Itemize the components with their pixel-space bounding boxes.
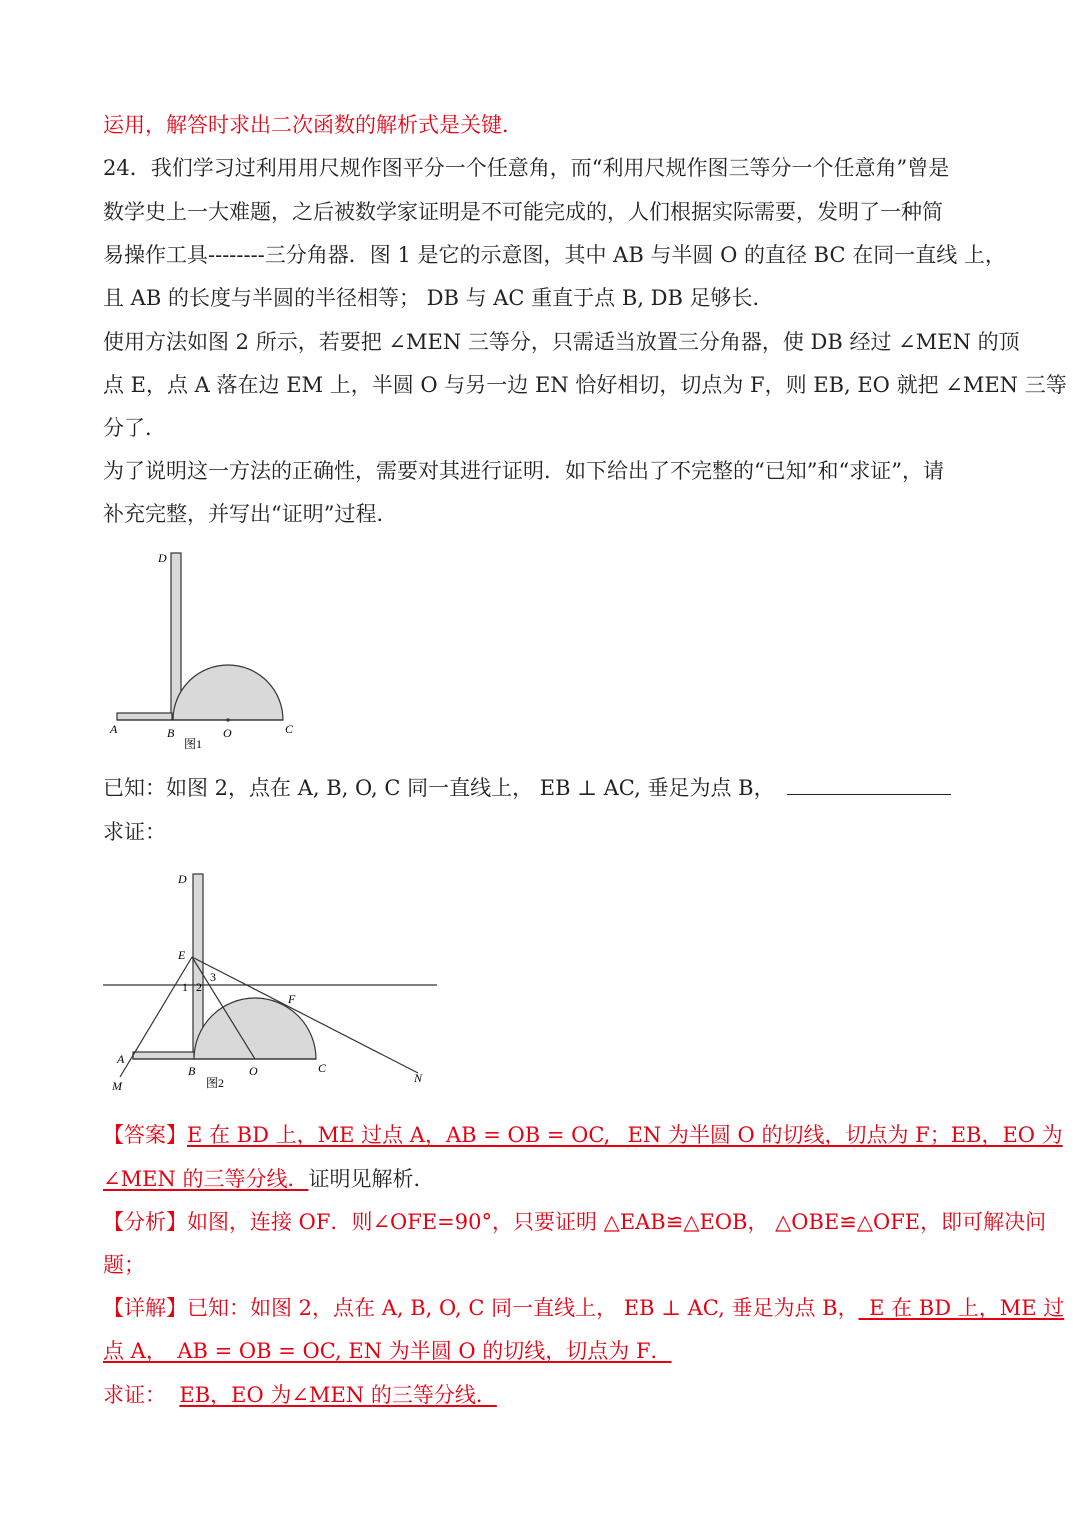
analysis-tag: 【分析】 (103, 1210, 187, 1234)
detail-prove-text: EB，EO 为∠MEN 的三等分线． (179, 1383, 497, 1407)
figure-1 (100, 545, 320, 755)
analysis-line-1 (103, 1207, 1046, 1237)
analysis-line-2: 题； (103, 1253, 145, 1277)
figure-2-caption: 图2 (206, 1076, 225, 1090)
answer-tag: 【答案】 (103, 1123, 187, 1147)
label-a: A (110, 722, 118, 736)
label-c: C (285, 722, 294, 736)
detail-given: 已知：如图 2，点在 A, B, O, C 同一直线上， EB ⊥ AC, 垂足为点 B， (187, 1296, 859, 1320)
detail-tag: 【详解】 (103, 1296, 187, 1320)
detail-line-1 (103, 1293, 1064, 1323)
label-c: C (318, 1061, 327, 1075)
label-d: D (178, 872, 187, 886)
prove-line: 求证： (103, 820, 166, 844)
label-d: D (158, 551, 167, 565)
analysis-text: 如图，连接 OF．则∠OFE=90°，只要证明 △EAB≌△EOB， △OBE≌△OFE，即可解决问 (187, 1210, 1047, 1234)
label-o: O (223, 726, 232, 740)
ruler-db (171, 553, 181, 715)
label-3: 3 (210, 970, 216, 984)
problem-line-3: 易操作工具--------三分角器．图 1 是它的示意图，其中 AB 与半圆 O 的直径 BC 在同一直线 上， (103, 243, 1006, 267)
problem-line-7: 分了． (103, 416, 166, 440)
ruler-db (193, 874, 203, 1052)
problem-line-4: 且 AB 的长度与半圆的半径相等； DB 与 AC 重直于点 B, DB 足够长． (103, 286, 774, 310)
label-e: E (178, 948, 186, 962)
answer-proof-note: 证明见解析． (308, 1167, 435, 1191)
answer-line-1 (103, 1120, 1063, 1150)
figure-2 (100, 865, 445, 1095)
detail-line-3 (103, 1380, 497, 1410)
detail-prove-label: 求证： (103, 1383, 166, 1407)
problem-line-6: 点 E，点 A 落在边 EM 上，半圆 O 与另一边 EN 恰好相切，切点为 F，则 EB, EO 就把 ∠MEN 三等 (103, 373, 1067, 397)
semicircle-o (173, 665, 283, 720)
problem-line-2: 数学史上一大难题，之后被数学家证明是不可能完成的，人们根据实际需要，发明了一种简 (103, 200, 943, 224)
problem-line-8: 为了说明这一方法的正确性，需要对其进行证明．如下给出了不完整的“已知”和“求证”，请 (103, 459, 944, 483)
label-b: B (167, 726, 175, 740)
given-text: 已知：如图 2，点在 A, B, O, C 同一直线上， EB ⊥ AC, 垂足为点 B， (103, 776, 775, 800)
intro-line: 运用，解答时求出二次函数的解析式是关键． (103, 113, 523, 137)
ruler-ab (133, 1052, 194, 1059)
label-a: A (117, 1052, 125, 1066)
detail-given-fill: _E 在 BD 上，ME 过 (858, 1296, 1065, 1320)
label-n: N (414, 1071, 423, 1085)
problem-line-9: 补充完整，并写出“证明”过程． (103, 502, 398, 526)
problem-line-5: 使用方法如图 2 所示，若要把 ∠MEN 三等分，只需适当放置三分角器，使 DB 经过 ∠MEN 的顶 (103, 330, 1020, 354)
semicircle-o (194, 998, 316, 1059)
figure-1-caption: 图1 (184, 737, 203, 751)
label-1: 1 (182, 980, 188, 994)
label-b: B (188, 1064, 196, 1078)
ruler-ab (117, 713, 172, 720)
label-2: 2 (196, 980, 202, 994)
answer-text: E 在 BD 上，ME 过点 A，AB = OB = OC, _EN 为半圆 O 的切线，切点为 F；EB，EO 为 (187, 1123, 1063, 1147)
center-o-dot (226, 718, 229, 721)
given-blank[interactable] (787, 776, 951, 795)
problem-line-1: 24．我们学习过利用用尺规作图平分一个任意角，而“利用尺规作图三等分一个任意角”曾是 (103, 156, 950, 180)
answer-conclusion: ∠MEN 的三等分线． (103, 1167, 309, 1191)
label-f: F (288, 992, 296, 1006)
detail-line-2: 点 A，_AB = OB = OC, EN 为半圆 O 的切线，切点为 F． (103, 1339, 672, 1363)
given-line (103, 773, 951, 803)
label-m: M (112, 1079, 122, 1093)
answer-line-2 (103, 1164, 434, 1194)
label-o: O (249, 1064, 258, 1078)
